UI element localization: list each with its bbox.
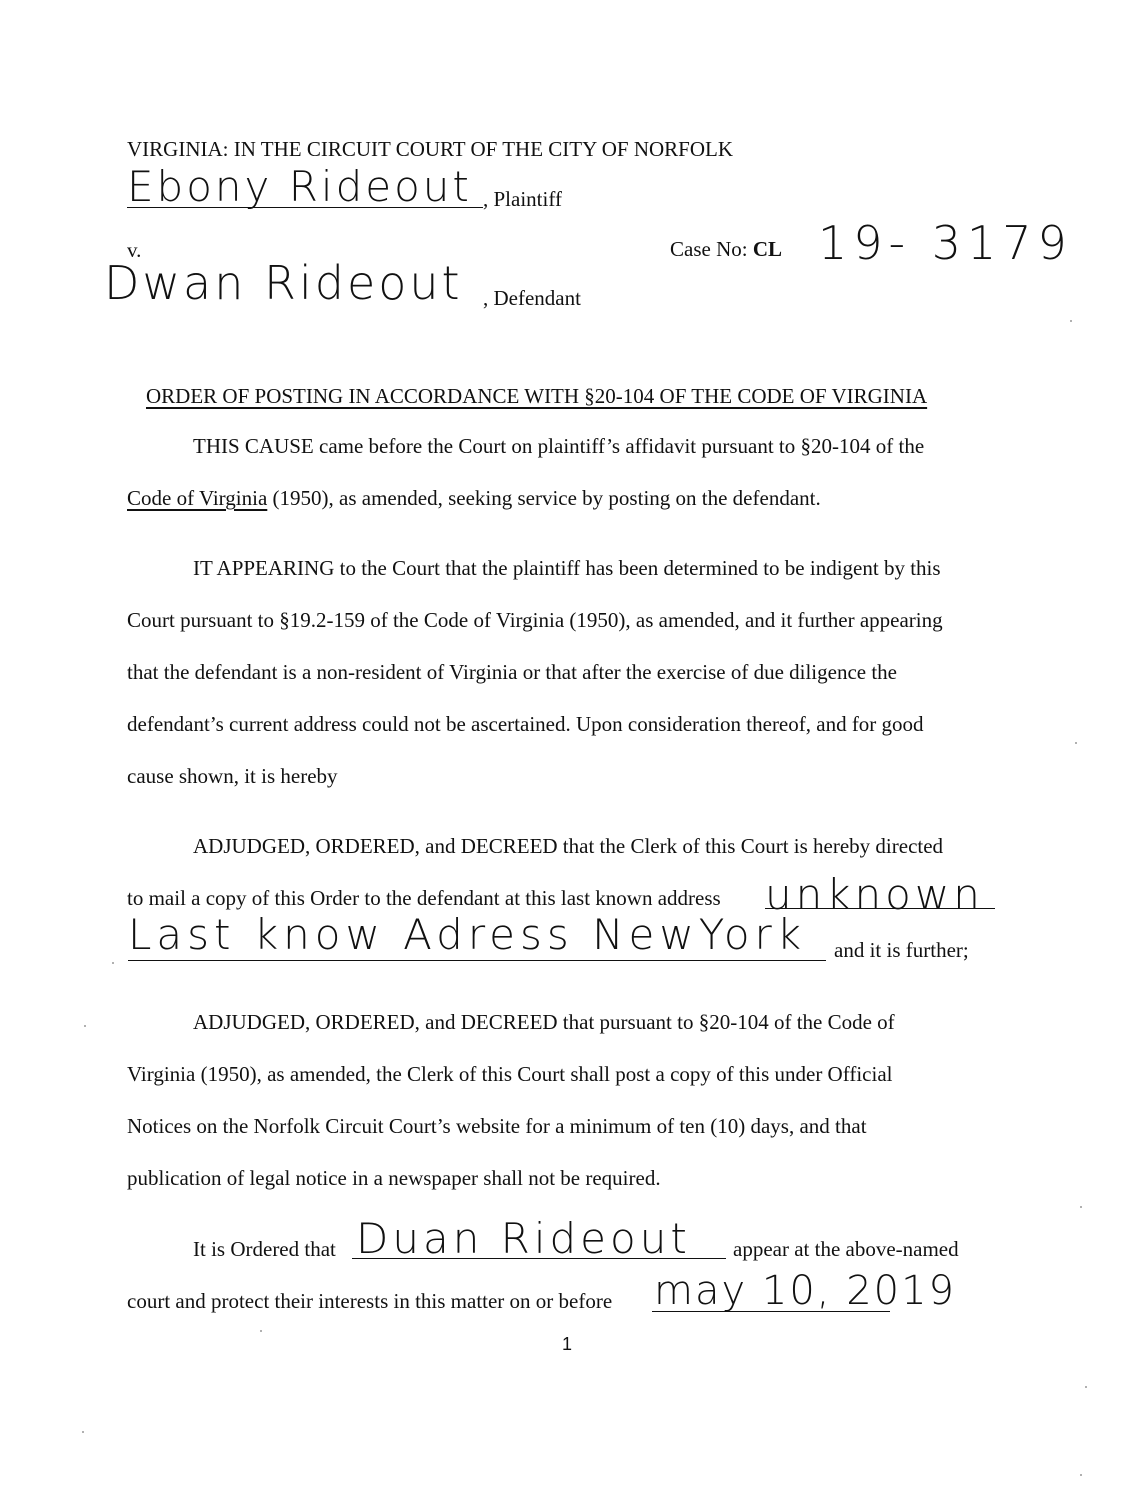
scan-speck (1070, 320, 1072, 322)
paragraph-1-line-2-rest: (1950), as amended, seeking service by posting on the defendant. (267, 486, 821, 510)
case-no-text: Case No: (670, 237, 753, 261)
page-number: 1 (562, 1334, 573, 1354)
address-handwritten-line-1: unknown (765, 870, 984, 919)
scan-speck (1075, 742, 1077, 744)
paragraph-3-line-2: to mail a copy of this Order to the defendant at this last known address (127, 886, 721, 910)
scan-speck (1080, 1474, 1082, 1476)
versus-label: v. (127, 238, 142, 262)
plaintiff-label: , Plaintiff (483, 187, 562, 211)
scan-speck (1085, 1386, 1087, 1388)
paragraph-2-line-1: IT APPEARING to the Court that the plaintiff has been determined to be indigent by this (193, 556, 941, 580)
paragraph-1-line-1: THIS CAUSE came before the Court on plaintiff’s affidavit pursuant to §20-104 of the (193, 434, 925, 458)
code-of-virginia-link-text: Code of Virginia (127, 486, 268, 510)
paragraph-2-line-4: defendant’s current address could not be ascertained. Upon consideration thereof, and for good (127, 712, 924, 736)
scan-speck (112, 962, 114, 964)
ordered-party-handwritten: Duan Rideout (356, 1214, 691, 1263)
court-caption: VIRGINIA: IN THE CIRCUIT COURT OF THE CITY OF NORFOLK (127, 137, 734, 161)
paragraph-4-line-4: publication of legal notice in a newspaper shall not be required. (127, 1166, 661, 1190)
paragraph-3-line-3-end: and it is further; (834, 938, 969, 962)
paragraph-2-line-2: Court pursuant to §19.2-159 of the Code of Virginia (1950), as amended, and it further appearing (127, 608, 943, 632)
scan-speck (260, 1330, 262, 1332)
scan-speck (82, 1431, 84, 1433)
plaintiff-name-line (127, 207, 483, 208)
paragraph-4-line-1: ADJUDGED, ORDERED, and DECREED that pursuant to §20-104 of the Code of (193, 1010, 895, 1034)
address-handwritten-line-2: Last know Adress NewYork (128, 910, 807, 959)
paragraph-3-line-1: ADJUDGED, ORDERED, and DECREED that the Clerk of this Court is hereby directed (193, 834, 944, 858)
defendant-name-handwritten: Dwan Rideout (104, 256, 463, 310)
order-title: ORDER OF POSTING IN ACCORDANCE WITH §20-104 OF THE CODE OF VIRGINIA (146, 384, 928, 408)
ordered-party-line (352, 1258, 726, 1259)
plaintiff-name-handwritten: Ebony Rideout (127, 162, 472, 211)
paragraph-6-start: court and protect their interests in this matter on or before (127, 1289, 613, 1313)
paragraph-5-start: It is Ordered that (193, 1237, 336, 1261)
address-line-1-rule (765, 908, 995, 909)
scan-speck (84, 1025, 86, 1027)
scan-speck (1080, 1206, 1082, 1208)
paragraph-2-line-3: that the defendant is a non-resident of Virginia or that after the exercise of due diligence the (127, 660, 898, 684)
paragraph-4-line-2: Virginia (1950), as amended, the Clerk of this Court shall post a copy of this under Official (127, 1062, 893, 1086)
paragraph-1-line-2 (127, 486, 821, 511)
case-no-prefix: CL (752, 237, 783, 261)
paragraph-2-line-5: cause shown, it is hereby (127, 764, 338, 788)
defendant-label: , Defendant (483, 286, 581, 310)
paragraph-5-end: appear at the above-named (733, 1237, 959, 1261)
appear-date-handwritten: may 10, 2019 (654, 1268, 956, 1314)
paragraph-4-line-3: Notices on the Norfolk Circuit Court’s website for a minimum of ten (10) days, and that (127, 1114, 867, 1138)
address-line-2-rule (128, 960, 826, 961)
case-number-label (670, 237, 782, 262)
case-number-handwritten: 19- 3179 (818, 216, 1073, 270)
appear-date-line (652, 1311, 890, 1312)
